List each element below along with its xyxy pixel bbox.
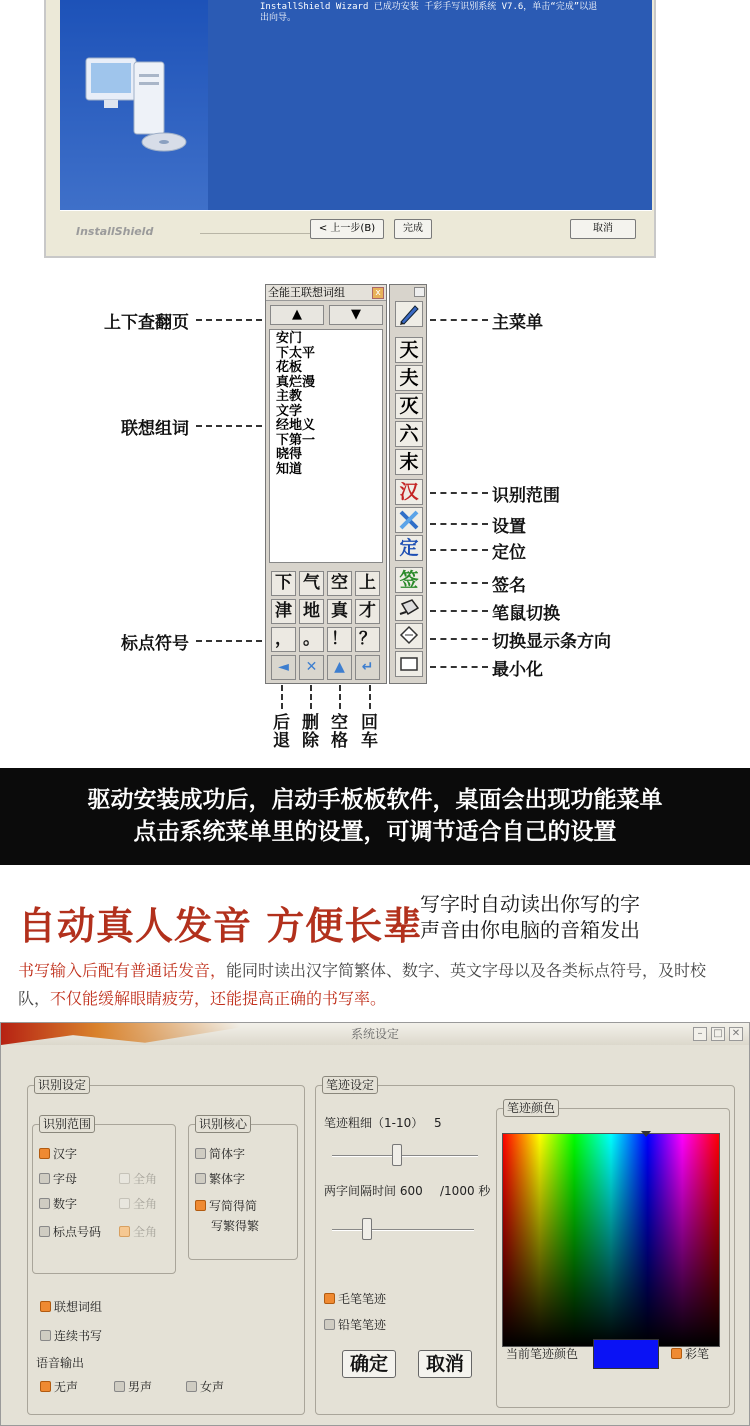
callout-position: 定位 <box>492 543 526 563</box>
callout-page-up-down: 上下查翻页 <box>104 313 189 333</box>
list-item[interactable]: 花板 <box>276 360 303 375</box>
interval-slider-track[interactable] <box>332 1229 474 1231</box>
checkbox[interactable] <box>39 1173 50 1184</box>
char-key[interactable]: 空 <box>327 571 352 596</box>
range-option-punctuation[interactable] <box>39 1225 101 1239</box>
option-label: 汉字 <box>53 1147 78 1161</box>
checkbox[interactable] <box>119 1198 130 1209</box>
page-up-button[interactable]: ▲ <box>270 305 324 325</box>
callout-delete: 删除 <box>302 713 319 751</box>
rotate-direction-icon[interactable] <box>395 623 423 649</box>
banner-line: 点击系统菜单里的设置，可调节适合自己的设置 <box>133 819 617 845</box>
option-label: 数字 <box>53 1197 78 1211</box>
radio-button[interactable] <box>195 1148 206 1159</box>
callout-line <box>430 610 488 612</box>
highlight-text: 书写输入后配有普通话发音， <box>18 961 227 980</box>
highlight-text: 不仅能缓解眼睛疲劳，还能提高正确的书写率。 <box>50 989 387 1008</box>
group-title: 识别核心 <box>195 1115 251 1133</box>
rainbow-pen-option[interactable] <box>671 1347 709 1361</box>
recognition-range-group <box>32 1117 176 1274</box>
position-button[interactable]: 定 <box>395 535 423 561</box>
callout-line <box>369 685 371 709</box>
recognition-settings-group <box>27 1078 305 1415</box>
char-key[interactable]: 上 <box>355 571 380 596</box>
checkbox[interactable] <box>40 1330 51 1341</box>
delete-icon[interactable]: ✕ <box>299 655 324 680</box>
thickness-slider-thumb[interactable] <box>392 1144 402 1166</box>
fullwidth-letters-option[interactable] <box>119 1172 157 1186</box>
palette-marker-icon <box>641 1131 651 1137</box>
color-palette[interactable] <box>502 1133 720 1347</box>
core-option-traditional[interactable] <box>195 1172 245 1186</box>
punctuation-key[interactable]: ， <box>271 627 296 652</box>
panel-title: 全能王联想词组 <box>266 285 386 301</box>
installer-message <box>260 2 640 24</box>
feature-heading: 自动真人发音 方便长辈 <box>18 904 423 948</box>
thickness-value: 5 <box>434 1116 442 1130</box>
callout-signature: 签名 <box>492 576 526 596</box>
callout-line <box>430 582 488 584</box>
installer-side-panel <box>60 0 208 210</box>
range-option-digits[interactable] <box>39 1197 77 1211</box>
callout-enter: 回车 <box>361 713 378 751</box>
option-label: 全角 <box>133 1172 158 1186</box>
callout-line <box>196 319 262 321</box>
cancel-button[interactable]: 取消 <box>418 1350 472 1378</box>
core-option-simplified[interactable] <box>195 1147 245 1161</box>
computer-icon <box>60 0 208 210</box>
thickness-label: 笔迹粗细（1-10） <box>324 1116 424 1130</box>
candidate-key[interactable]: 夫 <box>395 365 423 391</box>
minimize-icon[interactable] <box>395 651 423 677</box>
thickness-slider-track[interactable] <box>332 1155 478 1157</box>
main-menu-pen-icon[interactable] <box>395 301 423 327</box>
backspace-icon[interactable]: ◄ <box>271 655 296 680</box>
option-label: 繁体字 <box>209 1172 246 1186</box>
voice-option-female[interactable] <box>186 1380 224 1394</box>
checkbox[interactable] <box>119 1226 130 1237</box>
radio-button[interactable] <box>114 1381 125 1392</box>
option-label: 男声 <box>128 1380 153 1394</box>
fullwidth-punctuation-option[interactable] <box>119 1225 157 1239</box>
callout-punctuation: 标点符号 <box>121 634 189 654</box>
pen-mouse-switch-icon[interactable] <box>395 595 423 621</box>
installer-frame <box>44 0 656 258</box>
callout-line <box>430 638 488 640</box>
radio-button[interactable] <box>40 1381 51 1392</box>
option-label: 连续书写 <box>54 1329 103 1343</box>
char-key[interactable]: 津 <box>271 599 296 624</box>
feature-description <box>18 957 734 1013</box>
radio-button[interactable] <box>324 1293 335 1304</box>
cancel-button[interactable]: 取消 <box>570 219 636 239</box>
option-label: 铅笔笔迹 <box>338 1318 387 1332</box>
punctuation-key[interactable]: ！ <box>327 627 352 652</box>
callout-settings: 设置 <box>492 517 526 537</box>
voice-feature-section <box>0 865 750 1020</box>
minimize-icon[interactable]: – <box>693 1027 707 1041</box>
list-item[interactable]: 下第一 <box>276 432 316 448</box>
option-label: 无声 <box>54 1380 79 1394</box>
checkbox[interactable] <box>39 1226 50 1237</box>
option-label: 联想词组 <box>54 1300 103 1314</box>
current-color-swatch <box>593 1339 659 1369</box>
list-item[interactable]: 晓得 <box>276 447 303 462</box>
callout-recog-range: 识别范围 <box>492 486 560 506</box>
recog-range-button[interactable]: 汉 <box>395 479 423 505</box>
group-title: 识别设定 <box>34 1076 90 1094</box>
close-icon[interactable]: ✕ <box>729 1027 743 1041</box>
installer-button-bar <box>60 210 652 248</box>
char-key[interactable]: 真 <box>327 599 352 624</box>
callout-main-menu: 主菜单 <box>492 313 543 333</box>
callout-line <box>430 549 488 551</box>
group-title: 笔迹设定 <box>322 1076 378 1094</box>
callout-backspace: 后退 <box>273 713 290 751</box>
space-icon[interactable]: ▲ <box>327 655 352 680</box>
current-color-label: 当前笔迹颜色 <box>506 1347 579 1361</box>
maximize-icon[interactable]: □ <box>711 1027 725 1041</box>
instruction-banner <box>0 768 750 865</box>
option-label: 标点号码 <box>53 1225 102 1239</box>
callout-line <box>430 523 488 525</box>
installer-message-line: 出向导。 <box>260 13 297 23</box>
callout-switch-direction: 切换显示条方向 <box>492 632 611 652</box>
callout-line <box>310 685 312 709</box>
punctuation-key[interactable]: 。 <box>299 627 324 652</box>
enter-icon[interactable]: ↵ <box>355 655 380 680</box>
body-text: 能同时读出汉字简繁体、数字、英文字母以及各类标点符号，及时校队， <box>18 961 707 1008</box>
radio-button[interactable] <box>195 1173 206 1184</box>
callout-line <box>196 640 262 642</box>
side-toolbar <box>389 284 427 684</box>
back-button[interactable]: < 上一步(B) <box>310 219 384 239</box>
callout-line <box>430 319 488 321</box>
checkbox[interactable] <box>39 1198 50 1209</box>
callout-line <box>430 492 488 494</box>
system-settings-window <box>0 1022 750 1426</box>
window-title: 系统设定 <box>1 1023 749 1045</box>
pencil-stroke-option[interactable] <box>324 1318 386 1332</box>
candidate-key[interactable]: 天 <box>395 337 423 363</box>
list-item[interactable]: 安门 <box>276 331 303 346</box>
close-icon[interactable]: x <box>372 287 384 299</box>
option-label: 毛笔笔迹 <box>338 1292 387 1306</box>
char-key[interactable]: 才 <box>355 599 380 624</box>
radio-button[interactable] <box>195 1200 206 1211</box>
core-option-write-traditional[interactable]: 写繁得繁 <box>211 1219 260 1233</box>
close-icon[interactable] <box>414 287 425 297</box>
option-label: 字母 <box>53 1172 78 1186</box>
range-option-letters[interactable] <box>39 1172 77 1186</box>
callout-line <box>281 685 283 709</box>
option-label: 全角 <box>133 1225 158 1239</box>
assoc-words-option[interactable] <box>40 1300 102 1314</box>
option-label: 写简得简 <box>209 1199 258 1213</box>
radio-button[interactable] <box>186 1381 197 1392</box>
handwriting-pad-diagram <box>0 262 750 768</box>
candidate-key[interactable]: 末 <box>395 449 423 475</box>
char-key[interactable]: 气 <box>299 571 324 596</box>
list-item[interactable]: 经地义 <box>276 418 316 433</box>
fullwidth-digits-option[interactable] <box>119 1197 157 1211</box>
callout-line <box>430 666 488 668</box>
handwritten-line: 写字时自动读出你写的字 <box>420 892 640 916</box>
callout-assoc-words: 联想组词 <box>121 419 189 439</box>
installer-window <box>0 0 750 262</box>
installer-message-line: InstallShield Wizard 已成功安装 千彩手写识别系统 V7.6，单击“完成”以退 <box>260 2 598 12</box>
settings-tools-icon[interactable] <box>395 507 423 533</box>
banner-line: 驱动安装成功后，启动手板板软件，桌面会出现功能菜单 <box>87 787 663 813</box>
page-down-button[interactable]: ▼ <box>329 305 383 325</box>
handwritten-note <box>420 891 640 943</box>
finish-button[interactable]: 完成 <box>394 219 432 239</box>
interval-slider-thumb[interactable] <box>362 1218 372 1240</box>
voice-output-label: 语音输出 <box>36 1356 85 1370</box>
voice-option-silent[interactable] <box>40 1380 78 1394</box>
list-item[interactable]: 真烂漫 <box>276 374 316 390</box>
group-title: 笔迹颜色 <box>503 1099 559 1117</box>
range-option-hanzi[interactable] <box>39 1147 77 1161</box>
list-item[interactable]: 知道 <box>276 461 303 477</box>
callout-minimize: 最小化 <box>492 660 543 680</box>
option-label: 全角 <box>133 1197 158 1211</box>
voice-option-male[interactable] <box>114 1380 152 1394</box>
interval-label: 两字间隔时间 600 <box>324 1184 423 1198</box>
checkbox[interactable] <box>119 1173 130 1184</box>
candidate-key[interactable]: 灭 <box>395 393 423 419</box>
punctuation-key[interactable]: ？ <box>355 627 380 652</box>
signature-button[interactable]: 签 <box>395 567 423 593</box>
candidate-key[interactable]: 六 <box>395 421 423 447</box>
option-label: 简体字 <box>209 1147 246 1161</box>
interval-unit: /1000 秒 <box>440 1184 491 1198</box>
group-title: 识别范围 <box>39 1115 95 1133</box>
option-label: 女声 <box>200 1380 225 1394</box>
callout-space: 空格 <box>331 713 348 751</box>
installshield-logo: InstallShield <box>76 225 154 238</box>
option-label: 彩笔 <box>685 1347 710 1361</box>
callout-pen-mouse-switch: 笔鼠切换 <box>492 604 560 624</box>
association-panel <box>265 284 387 684</box>
checkbox[interactable] <box>39 1148 50 1159</box>
brush-stroke-option[interactable] <box>324 1292 386 1306</box>
list-item[interactable]: 主教 <box>276 389 303 404</box>
callout-line <box>196 425 262 427</box>
ok-button[interactable]: 确定 <box>342 1350 396 1378</box>
association-word-list <box>269 329 383 563</box>
radio-button[interactable] <box>324 1319 335 1330</box>
handwritten-line: 声音由你电脑的音箱发出 <box>420 918 640 942</box>
char-key[interactable]: 地 <box>299 599 324 624</box>
checkbox[interactable] <box>671 1348 682 1359</box>
callout-line <box>339 685 341 709</box>
core-option-write-simple[interactable] <box>195 1199 257 1213</box>
recognition-core-group <box>188 1117 298 1260</box>
checkbox[interactable] <box>40 1301 51 1312</box>
char-key[interactable]: 下 <box>271 571 296 596</box>
list-item[interactable]: 文学 <box>276 403 303 419</box>
installer-message-panel <box>208 0 652 210</box>
continuous-writing-option[interactable] <box>40 1329 102 1343</box>
list-item[interactable]: 下太平 <box>276 345 316 361</box>
